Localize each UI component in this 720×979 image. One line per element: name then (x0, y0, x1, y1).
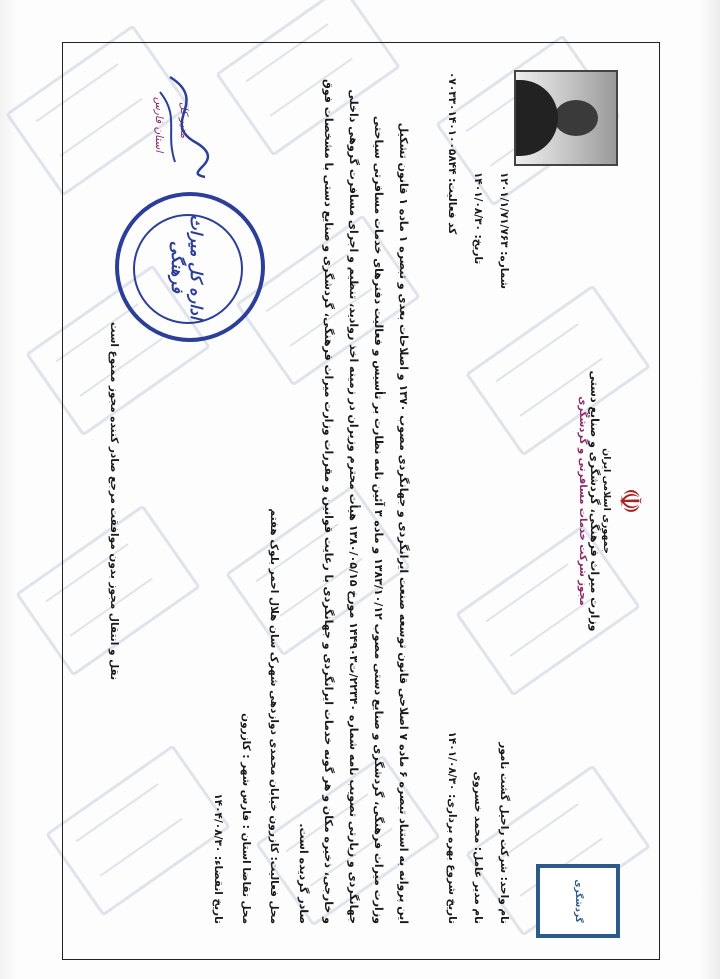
address-label: محل فعالیت: (268, 856, 280, 924)
expiry-row (212, 793, 224, 924)
photo-shoulders (514, 80, 558, 156)
start-date-value: ۱۴۰۱/۰۸/۳۰ (446, 731, 458, 791)
tourism-logo (536, 864, 620, 938)
address-value: کازرون خیابان محمدی دوازدهی شهرک سان هلال احمر بلوک هفتم (268, 508, 280, 853)
activity-code-row (446, 72, 458, 234)
signature-title: مدیر کل (178, 102, 190, 139)
unit-name-label: نام واحد: (498, 876, 510, 924)
certificate-page (62, 42, 660, 960)
body-line-4: و خارجی، ذخیره مکان و هر گونه خدمات ایرانگردی و جهانگردی با رعایت قوانین و مقررات وزارت میراث فرهنگی، گردشگری و صنایع دستی با مشخصات فوق (322, 79, 335, 924)
official-seal (115, 192, 265, 342)
emblem-line-3: مجوز شرکت خدمات مسافرتی و گردشگری (577, 396, 588, 606)
city-value: کازرون (240, 713, 252, 751)
body-line-2: وزارت میراث فرهنگی، گردشگری و صنایع دستی مصوب ۱۳۸۳/۱۰/۱۲ و ماده ۳ آئین نامه نظارت بر تأسیس و فعالیت دفترهای خدمات مسافرتی سیاحتی (372, 115, 385, 924)
ministry-emblem (577, 371, 646, 632)
province-label: محل تقاضا (240, 867, 252, 924)
start-date-label: تاریخ شروع بهره برداری: (446, 794, 458, 924)
holder-photo (514, 70, 618, 166)
date-row (472, 172, 484, 264)
activity-code-label: کد فعالیت: (446, 178, 458, 235)
body-line-1: این پروانه به استناد تبصره ۶ ماده ۷ اصلاحی قانون توسعه صنعت ایرانگردی و جهانگردی مصوب ۱۳۷۰ و اصلاحات بعدی و تبصره ۱ ماده ۱ قانون تشکیل (397, 122, 410, 924)
seal-text: اداره کل میراث فرهنگی (168, 214, 206, 320)
footer-note: نقل و انتقال مجوز بدون موافقت مرجع صادر کننده مجوز ممنوع است (108, 321, 120, 681)
body-line-3: جهانگردی و زیارتی تصویب نامه شماره ۲۲۳۴۰/ت۱۴۴۹۰۳ مورخ ۱۳۸۰/۰۵/۱۵ هیأت محترم وزیران در زمینه اخذ روادید، تنظیم و اجرای مسافرت گروهی داخلی (347, 89, 360, 924)
activity-code-value: ۰۷۰۳۳۰۱۴۰۱۰۰۵۸۴۴ (446, 72, 458, 175)
date-label: تاریخ: (472, 234, 484, 265)
number-value: ۱۲۰۱/۱/۷۱/۷۶۳ (498, 172, 510, 248)
manager-row (472, 771, 484, 924)
unit-name-row (498, 742, 510, 924)
signature-org: استان فارس (153, 97, 165, 153)
body-line-5: صادر گردیده است. (297, 823, 310, 924)
expiry-label: تاریخ انقضاء: (212, 855, 224, 924)
province-value: استان : فارس (240, 789, 252, 864)
manager-label: نام مدیر عامل: (472, 846, 484, 924)
date-value: ۱۴۰۱/۰۸/۳۰ (472, 172, 484, 231)
emblem-line-1: جمهوری اسلامی ایران (601, 448, 612, 554)
manager-value: محمد خسروی (472, 771, 484, 844)
photo-head (554, 100, 598, 136)
number-label: شماره: (498, 251, 510, 289)
number-row (498, 172, 510, 289)
start-date-row (446, 731, 458, 924)
province-row (240, 713, 252, 924)
emblem-line-2: وزارت میراث فرهنگی، گردشگری و صنایع دستی (588, 370, 601, 632)
unit-name-value: شرکت راحیل گشت نامور (498, 742, 510, 874)
address-row (268, 508, 280, 924)
city-label: شهر : (240, 754, 252, 787)
signature-scribble (150, 72, 220, 182)
iran-emblem-icon: ☫ (612, 487, 647, 515)
tourism-logo-text: گردشگری (573, 879, 583, 923)
expiry-value: ۱۴۰۴/۰۸/۳۰ (212, 793, 224, 853)
